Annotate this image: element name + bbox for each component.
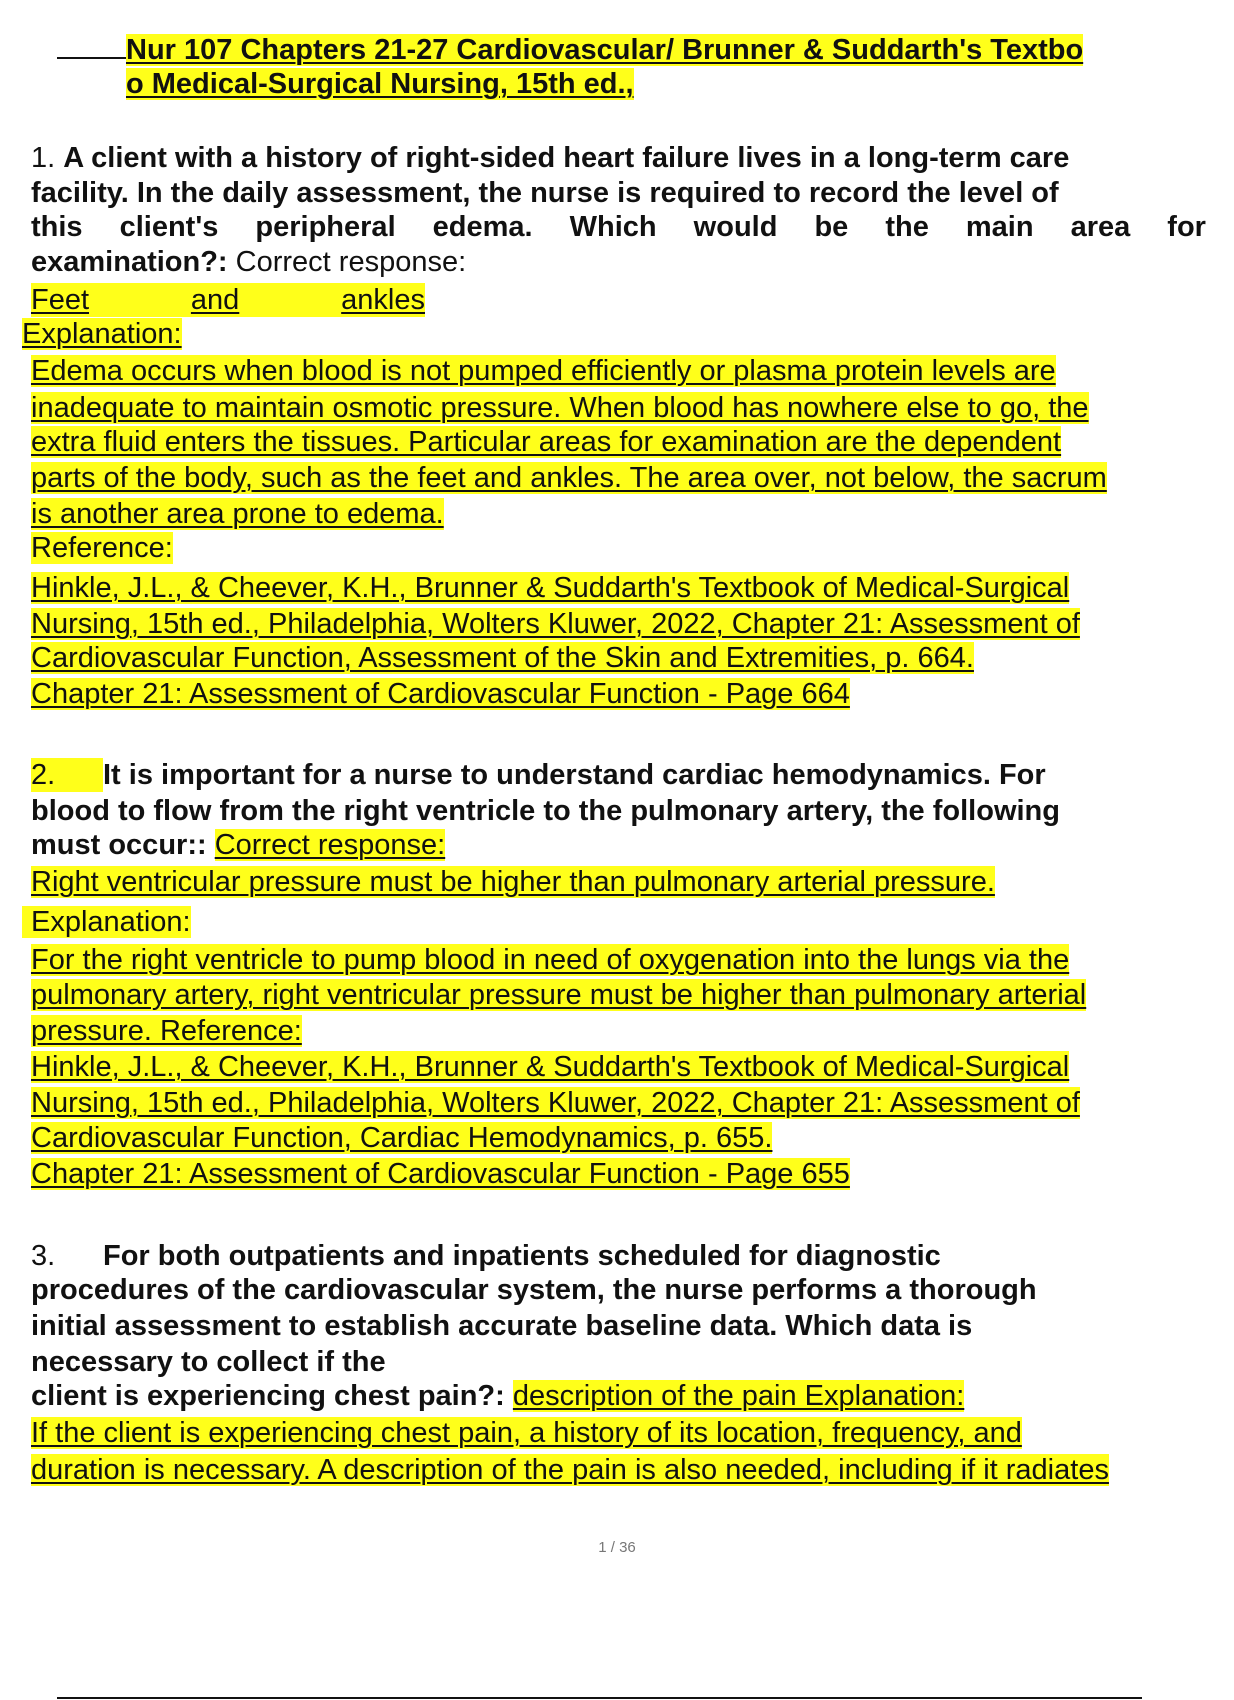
q1-explanation-label-text: Explanation:: [22, 318, 182, 350]
q2-stem-line-3: [31, 828, 445, 862]
q2-reference-line-3: [31, 1121, 772, 1155]
q2-explanation-line-2: [31, 978, 1086, 1012]
q1-correct-response-label: Correct response:: [235, 246, 467, 278]
q1-stem-word: this: [31, 211, 83, 243]
document-title-line-2: [126, 67, 634, 101]
q1-stem-word: client's: [119, 211, 219, 243]
q2-reference-line-2: [31, 1086, 1080, 1120]
q1-explanation-text: parts of the body, such as the feet and ankles. The area over, not below, the sacrum: [31, 462, 1107, 494]
q2-stem-text-3: must occur::: [31, 829, 207, 861]
q2-correct-response-label: Correct response:: [214, 829, 446, 861]
q1-chapter-reference-text: Chapter 21: Assessment of Cardiovascular Function - Page 664: [31, 678, 850, 710]
document-title-line-1: [126, 33, 1083, 67]
q1-reference-label-text: Reference:: [31, 532, 173, 564]
title-text-2: o Medical-Surgical Nursing, 15th ed.,: [126, 68, 634, 100]
q2-explanation-text: pressure. Reference:: [31, 1015, 302, 1047]
q1-reference-line-3: [31, 641, 974, 675]
q2-explanation-text: For the right ventricle to pump blood in need of oxygenation into the lungs via the: [31, 944, 1070, 976]
q1-stem-word: edema.: [432, 211, 533, 243]
q1-chapter-reference: [31, 677, 850, 711]
q1-stem-word: peripheral: [255, 211, 396, 243]
q3-number: 3.: [31, 1240, 56, 1272]
q1-stem-text-1: A client with a history of right-sided heart failure lives in a long-term care: [63, 142, 1070, 174]
q1-reference-text: Cardiovascular Function, Assessment of the Skin and Extremities, p. 664.: [31, 642, 974, 674]
q1-stem-word: for: [1167, 211, 1206, 243]
q1-answer-word: Feet: [31, 284, 90, 316]
q2-reference-text: Cardiovascular Function, Cardiac Hemodynamics, p. 655.: [31, 1122, 773, 1154]
q1-answer-word: and: [190, 284, 240, 316]
q3-stem-line-4: necessary to collect if the: [31, 1346, 386, 1378]
q2-answer-text: Right ventricular pressure must be higher than pulmonary arterial pressure.: [31, 866, 995, 898]
q1-stem-line-4: [31, 245, 466, 279]
q2-chapter-reference-text: Chapter 21: Assessment of Cardiovascular Function - Page 655: [31, 1158, 850, 1190]
q1-explanation-text: is another area prone to edema.: [31, 498, 444, 530]
q1-reference-text: Hinkle, J.L., & Cheever, K.H., Brunner & Suddarth's Textbook of Medical-Surgical: [31, 572, 1070, 604]
q1-reference-line-2: [31, 607, 1080, 641]
q1-stem-line-2: facility. In the daily assessment, the nurse is required to record the level of: [31, 177, 1059, 209]
q1-number: 1.: [31, 142, 56, 174]
q3-answer-and-explanation-label: description of the pain Explanation:: [512, 1380, 965, 1412]
title-rule: [57, 57, 127, 59]
q2-reference-text: Nursing, 15th ed., Philadelphia, Wolters Kluwer, 2022, Chapter 21: Assessment of: [31, 1087, 1080, 1119]
q2-stem-text-1: It is important for a nurse to understand cardiac hemodynamics. For: [103, 759, 1046, 791]
q3-stem-text-5: client is experiencing chest pain?:: [31, 1380, 505, 1412]
q1-explanation-line-2: [31, 391, 1089, 425]
q1-explanation-line-1: [31, 354, 1056, 388]
q2-stem-line-2: blood to flow from the right ventricle to the pulmonary artery, the following: [31, 795, 1060, 827]
q1-explanation-label: [22, 317, 182, 351]
q1-stem-word: be: [814, 211, 849, 243]
q1-stem-word: main: [965, 211, 1034, 243]
q1-stem-word: Which: [569, 211, 657, 243]
q3-explanation-text: duration is necessary. A description of the pain is also needed, including if it radiates: [31, 1454, 1109, 1486]
q3-stem-line-1: [31, 1239, 941, 1273]
q1-explanation-line-5: [31, 497, 444, 531]
q3-stem-line-3: initial assessment to establish accurate baseline data. Which data is: [31, 1310, 973, 1342]
q1-stem-line-1: [31, 141, 1069, 175]
q2-number: 2.: [31, 758, 103, 792]
q2-reference-text: Hinkle, J.L., & Cheever, K.H., Brunner & Suddarth's Textbook of Medical-Surgical: [31, 1051, 1070, 1083]
q3-explanation-text: If the client is experiencing chest pain, a history of its location, frequency, and: [31, 1417, 1022, 1449]
page-number: 1 / 36: [598, 1539, 636, 1556]
q1-stem-word: area: [1070, 211, 1131, 243]
footer-rule: [57, 1697, 1142, 1699]
q3-explanation-line-2: [31, 1453, 1109, 1487]
q3-explanation-line-1: [31, 1416, 1022, 1450]
q2-reference-line-1: [31, 1050, 1069, 1084]
q2-explanation-line-3: [31, 1014, 302, 1048]
q1-explanation-text: Edema occurs when blood is not pumped efficiently or plasma protein levels are: [31, 355, 1056, 387]
q2-explanation-label: [22, 905, 191, 939]
q2-stem-line-1: [31, 758, 1046, 792]
q1-explanation-text: inadequate to maintain osmotic pressure. When blood has nowhere else to go, the: [31, 392, 1089, 424]
q3-stem-text-1: For both outpatients and inpatients scheduled for diagnostic: [103, 1240, 941, 1272]
q1-explanation-line-4: [31, 461, 1107, 495]
title-text-1: Nur 107 Chapters 21-27 Cardiovascular/ Brunner & Suddarth's Textbo: [126, 34, 1084, 66]
q1-stem-word: the: [885, 211, 929, 243]
q2-explanation-label-text: Explanation:: [22, 906, 191, 938]
q1-stem-text-4: examination?:: [31, 246, 228, 278]
q1-reference-text: Nursing, 15th ed., Philadelphia, Wolters Kluwer, 2022, Chapter 21: Assessment of: [31, 608, 1080, 640]
q2-explanation-text: pulmonary artery, right ventricular pressure must be higher than pulmonary arterial: [31, 979, 1087, 1011]
q3-stem-line-2: procedures of the cardiovascular system, the nurse performs a thorough: [31, 1274, 1037, 1306]
q1-answer-word: ankles: [341, 284, 425, 316]
q2-answer: [31, 865, 995, 899]
q1-stem-word: would: [693, 211, 778, 243]
q1-stem-line-3: [31, 210, 1206, 244]
q1-reference-label: [31, 531, 173, 565]
q1-answer: [31, 283, 425, 317]
q1-explanation-line-3: [31, 425, 1061, 459]
q1-reference-line-1: [31, 571, 1069, 605]
q3-stem-line-5: [31, 1379, 964, 1413]
q2-chapter-reference: [31, 1157, 850, 1191]
q1-explanation-text: extra fluid enters the tissues. Particular areas for examination are the dependent: [31, 426, 1062, 458]
q2-explanation-line-1: [31, 943, 1069, 977]
